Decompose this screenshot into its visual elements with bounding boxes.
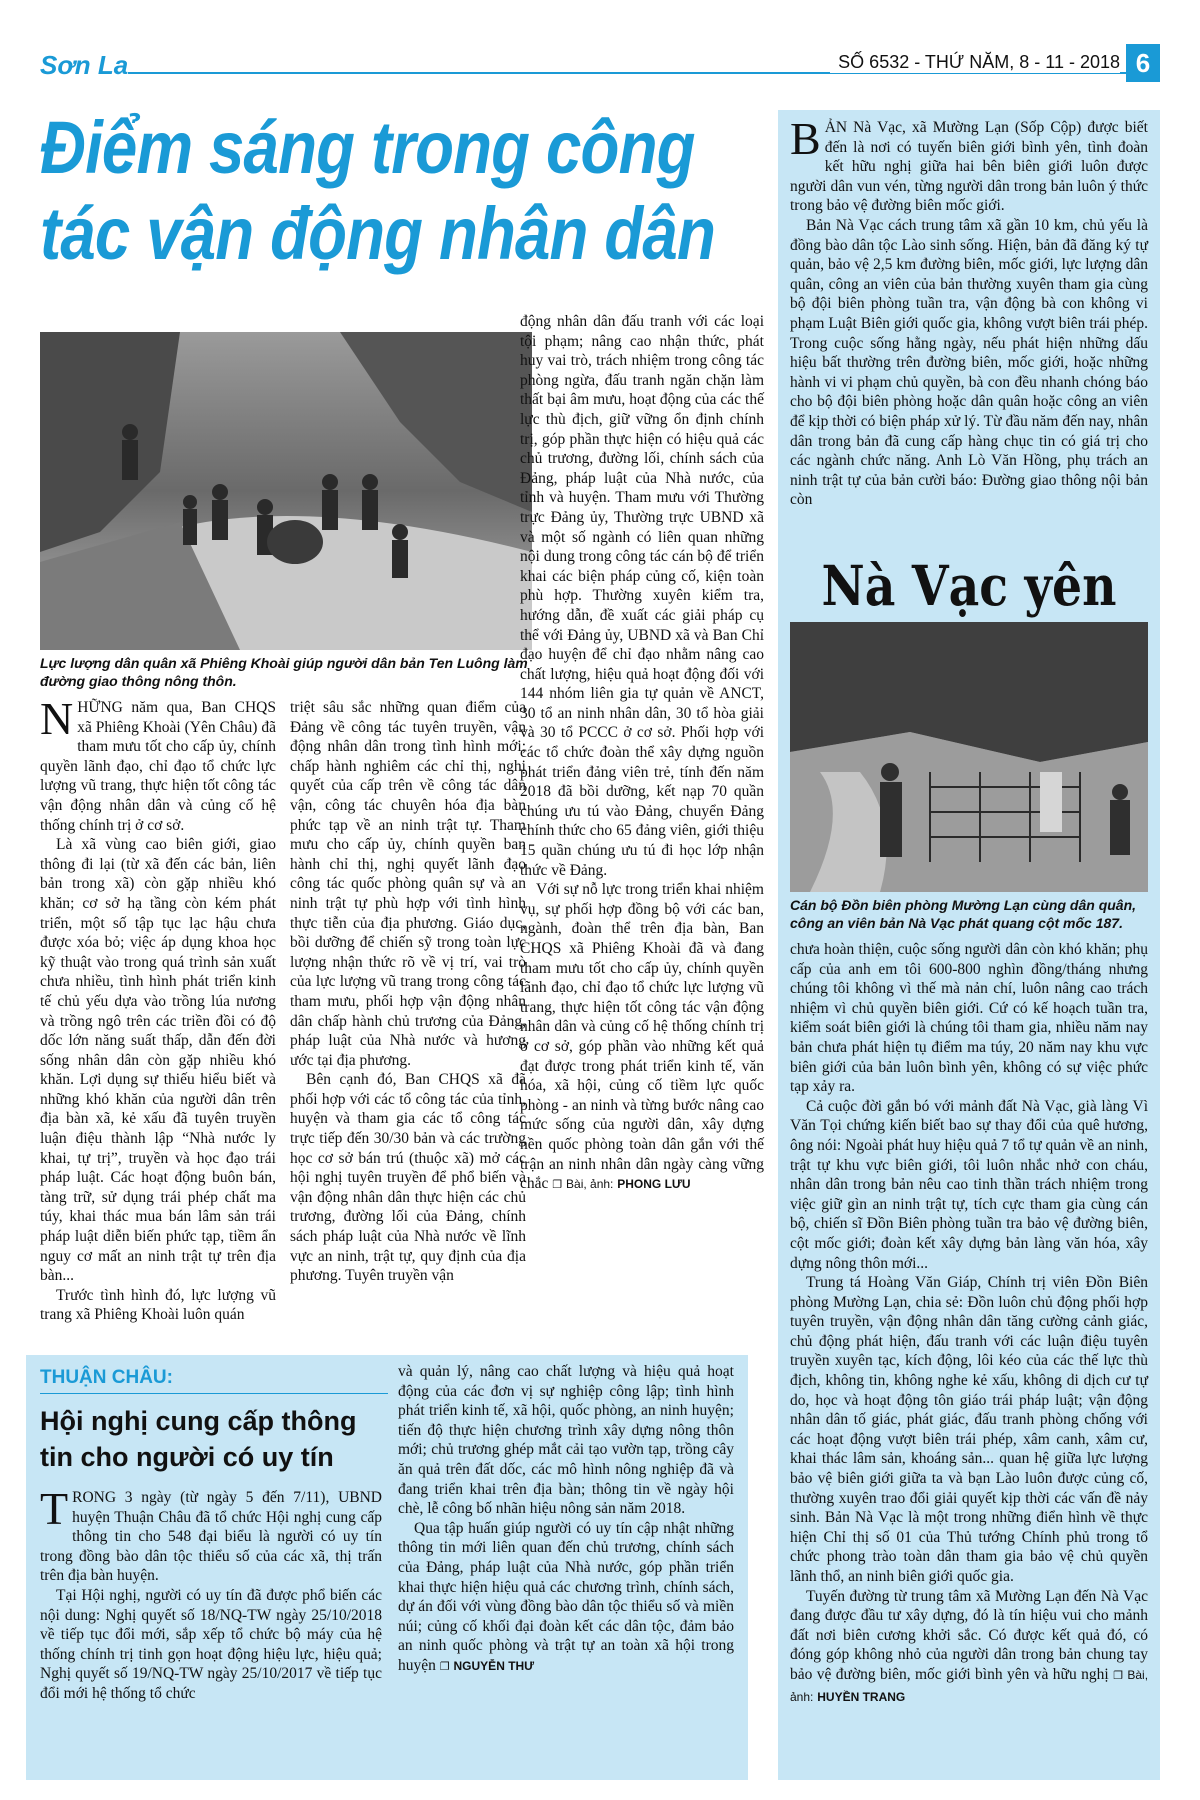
main-paragraph: triệt sâu sắc những quan điểm của Đảng về công tác tuyên truyền, vận động nhân dân trong tình hình mới; chấp hành nghiêm các chỉ thị, nghị quyết của cấp trên về công tác dân vận, công tác chuyên hóa địa bàn phức tạp về an ninh trật tự. Tham mưu cho cấp ủy, chính quyền ban hành chỉ thị, nghị quyết lãnh đạo công tác quốc phòng quân sự và an ninh trật tự phù hợp với tình hình thực tiễn của địa phương. Giáo dục, bồi dưỡng để chiến sỹ trong toàn lực lượng nhận thức rõ về vị trí, vai trò của lực lượng vũ trang trong công tác tham mưu, phối hợp vận động nhân dân chấp hành chủ trương của Đảng, pháp luật của Nhà nước và hương ước tại địa phương. xyxy=(290,699,526,1069)
side-paragraph: Trung tá Hoàng Văn Giáp, Chính trị viên Đồn Biên phòng Mường Lạn, chia sẻ: Đồn luôn chủ động phối hợp tuyên truyền, vận động nhân dân tăng cường cảnh giác, chủ động phát hiện, đấu tranh với các luận điệu tuyên truyền xuyên tạc, kích động, lôi kéo của các thế lực thù địch, không tin, không nghe kẻ xấu, không di dịch cư tự do, học và hoạt động tôn giáo trái pháp luật; vận động nhân dân tố giác, phát giác, đấu tranh phòng chống với các hoạt động vượt biên trái phép, xâm canh, xâm cư, khai thác lâm sản, khoáng sản... quan hệ giữa lực lượng bảo vệ biên giới giữa ta và bạn Lào luôn được củng cố, thường xuyên trao đổi giải quyết kịp thời các vấn đề nảy sinh. Bản Nà Vạc là một trong những điển hình về thực hiện Chỉ thị số 01 của Thủ tướng Chính phủ trong tổ chức phong trào toàn dân tham gia bảo vệ chủ quyền lãnh thổ, an ninh biên giới quốc gia. xyxy=(790,1274,1148,1585)
side-dropcap: B xyxy=(790,113,821,164)
bottom-paragraph: RONG 3 ngày (từ ngày 5 đến 7/11), UBND huyện Thuận Châu đã tổ chức Hội nghị cung cấp thông tin cho 548 đại biểu là người có uy tín trong đồng bào dân tộc thiểu số của các xã, thị trấn trên địa bàn huyện. xyxy=(40,1489,382,1585)
main-paragraph: động nhân dân đấu tranh với các loại tội phạm; nâng cao nhận thức, phát huy vai trò, trách nhiệm trong công tác phòng ngừa, đấu tranh ngăn chặn làm thất bại âm mưu, hoạt động của các thế lực thù địch, giữ vững ổn định chính trị, góp phần thực hiện có hiệu quả các chủ trương, đường lối, chính sách của Đảng, pháp luật của Nhà nước, của tỉnh và huyện. Tham mưu với Thường trực Đảng ủy, Thường trực UBND xã và một số ngành có liên quan những nội dung trong công tác cán bộ để triển khai các biện pháp củng cố, kiện toàn phù hợp. Thường xuyên kiểm tra, hướng dẫn, đề xuất các giải pháp cụ thể với Đảng ủy, UBND xã và Ban Chỉ đạo huyện để chỉ đạo nhằm nâng cao chất lượng, hiệu quả hoạt động đối với 144 nhóm liên gia tự quản về ANCT, 30 tổ an ninh nhân dân, 30 tổ hòa giải và 30 tổ PCCC ở cơ sở. Phối hợp với các tổ chức đoàn thể xây dựng nguồn phát triển đảng viên trẻ, tính đến năm 2018 đã bồi dưỡng, kết nạp 70 quần chúng ưu tú vào Đảng, chuyển Đảng chính thức cho 65 đảng viên, giới thiệu 15 quần chúng ưu tú đi học lớp nhận thức về Đảng. xyxy=(520,313,764,879)
end-mark-icon: ❐ xyxy=(1113,1669,1123,1682)
side-paragraph: chưa hoàn thiện, cuộc sống người dân còn khó khăn; phụ cấp của anh em tôi 600-800 nghìn đồng/tháng nhưng chúng tôi không vì thế mà nản chí, luôn nâng cao trách nhiệm vì chủ quyền biên giới. Cứ có kế hoạch tuần tra, kiểm soát biên giới là chúng tôi tham gia, nhiều năm nay bản chưa phát hiện tụ điểm ma túy, 20 năm nay khu vực biên giới của bản luôn bình yên, không có sự việc phức tạp xảy ra. xyxy=(790,941,1148,1096)
side-article-intro xyxy=(790,113,1148,543)
main-article-column-3 xyxy=(520,312,764,1342)
issue-info: SỐ 6532 - THỨ NĂM, 8 - 11 - 2018 xyxy=(830,52,1120,73)
main-article-column-2 xyxy=(290,698,526,1328)
end-mark-icon: ❐ xyxy=(439,1660,450,1673)
side-article-photo xyxy=(790,622,1148,892)
main-byline-label: Bài, ảnh: xyxy=(566,1177,614,1192)
main-article-photo xyxy=(40,332,532,650)
main-dropcap: N xyxy=(40,693,74,744)
bottom-article-title: Hội nghị cung cấp thông tin cho người có uy tín xyxy=(40,1406,357,1472)
bottom-dropcap: T xyxy=(40,1483,69,1534)
main-paragraph: Với sự nỗ lực trong triển khai nhiệm vụ, sự phối hợp đồng bộ với các ban, ngành, đoàn thể trên địa bàn, Ban CHQS xã Phiêng Khoài đã và đang tham mưu tốt cho cấp ủy, chính quyền lãnh đạo, chỉ đạo tổ chức lực lượng vũ trang, thực hiện tốt công tác vận động nhân dân và củng cố hệ thống chính trị ở cơ sở, góp phần vào những kết quả đạt được trong phát triển kinh tế, văn hóa, xã hội, củng cố tiềm lực quốc phòng - an ninh và từng bước nâng cao mức sống của người dân, xây dựng nền quốc phòng toàn dân gắn với thế trận an ninh nhân dân ngày càng vững chắc xyxy=(520,881,764,1193)
bottom-byline-name: NGUYỄN THƯ xyxy=(453,1658,535,1673)
main-paragraph: Bên cạnh đó, Ban CHQS xã đã phối hợp với các tổ công tác của tỉnh, huyện và tham gia các tổ công tác trực tiếp đến 30/30 bản và các trường học cơ sở bán trú (thuộc xã) mở các hội nghị tuyên truyền để phổ biến và vận động nhân dân thực hiện các chủ trương, đường lối của Đảng, chính sách pháp luật của Nhà nước về lĩnh vực an ninh, trật tự, quy định của địa phương. Tuyên truyền vận xyxy=(290,1071,526,1285)
side-article-title: Nà Vạc yên xyxy=(821,553,1117,618)
bottom-article-kicker: THUẬN CHÂU: xyxy=(40,1367,173,1388)
bottom-paragraph: Tại Hội nghị, người có uy tín đã được phổ biến các nội dung: Nghị quyết số 18/NQ-TW ngày 25/10/2018 về tiếp tục đổi mới, sắp xếp tổ chức bộ máy của hệ thống chính trị tinh gọn hoạt động hiệu lực, hiệu quả; Nghị quyết số 19/NQ-TW ngày 25/10/2017 về tiếp tục đổi mới hệ thống tổ chức xyxy=(40,1586,382,1702)
page-header xyxy=(40,50,1160,86)
end-mark-icon: ❐ xyxy=(552,1179,563,1192)
bottom-paragraph: và quản lý, nâng cao chất lượng và hiệu quả hoạt động của các đơn vị sự nghiệp công lập; tình hình phát triển kinh tế, xã hội, quốc phòng, an ninh huyện; tiến độ thực hiện chương trình xây dựng nông thôn mới; chủ trương ghép mắt cải tạo vườn tạp, trồng cây ăn quả trên đất dốc, các mô hình nông nghiệp đã và đang triển khai trên địa bàn; thông tin về ngày hội chè, lễ công bố nhãn hiệu nông sản năm 2018. xyxy=(398,1363,734,1518)
bottom-article-column-1 xyxy=(40,1483,382,1778)
main-paragraph: Trước tình hình đó, lực lượng vũ trang xã Phiêng Khoài luôn quán xyxy=(40,1286,276,1324)
side-paragraph: Cả cuộc đời gắn bó với mảnh đất Nà Vạc, già làng Vì Văn Tọi chứng kiến biết bao sự thay đổi của quê hương, ông nói: Ngoài phát huy hiệu quả 7 tổ tự quản về an ninh, trật tự khu vực biên giới, tôi luôn nhắc nhở con cháu, nhân dân trong bản nêu cao tinh thần trách nhiệm trong việc giữ gìn an ninh trật tự, tích cực tham gia cùng cán bộ, chiến sĩ Đồn Biên phòng tuần tra bảo vệ đường biên, cột mốc giới; đoàn kết xây dựng bản làng văn hóa, xây dựng nông thôn mới... xyxy=(790,1097,1148,1272)
side-paragraph: Tuyến đường từ trung tâm xã Mường Lạn đến Nà Vạc đang được đầu tư xây dựng, đó là tín hiệu vui cho mảnh đất nơi biên cương khởi sắc. Có được kết quả đó, có đóng góp không nhỏ của người dân trong bản chung tay bảo vệ đường biên, mốc giới bình yên và hữu nghị xyxy=(790,1587,1148,1683)
side-article-body xyxy=(790,940,1148,1770)
side-photo-caption: Cán bộ Đồn biên phòng Mường Lạn cùng dân quân, công an viên bản Nà Vạc phát quang cột mốc 187. xyxy=(790,897,1137,931)
bottom-paragraph: Qua tập huấn giúp người có uy tín cập nhật những thông tin mới liên quan đến chủ trương, chính sách của Đảng, pháp luật của Nhà nước, góp phần triển khai thực hiện hiệu quả các chương trình, chính sách, dự án đối với vùng đồng bào dân tộc thiểu số và miền núi; củng cố khối đại đoàn kết các dân tộc, đảm bảo an ninh quốc phòng và trật tự an toàn xã hội trong huyện xyxy=(398,1519,734,1674)
side-byline-name: HUYỀN TRANG xyxy=(817,1689,906,1704)
main-paragraph: HỮNG năm qua, Ban CHQS xã Phiêng Khoài (Yên Châu) đã tham mưu tốt cho cấp ủy, chính quyền lãnh đạo, chỉ đạo tổ chức lực lượng vũ trang, thực hiện tốt công tác vận động nhân dân và củng cố hệ thống chính trị ở cơ sở. xyxy=(40,699,276,834)
main-paragraph: Là xã vùng cao biên giới, giao thông đi lại (từ xã đến các bản, liên bản trong xã) còn gặp nhiều khó khăn; cơ sở hạ tầng còn kém phát triển, một số tập tục lạc hậu chưa được xóa bỏ; việc áp dụng khoa học kỹ thuật vào trong quá trình sản xuất chưa nhiều, tình hình phát triển kinh tế chủ yếu dựa vào trồng lúa nương và trồng ngô trên các triền đồi có độ dốc lớn năng suất thấp, dẫn đến đời sống nhân dân còn gặp nhiều khó khăn. Lợi dụng sự thiếu hiểu biết và những khó khăn của người dân trên địa bàn xã, kẻ xấu đã tuyên truyền luận điệu thành lập “Nhà nước ly khai, tự trị”, truyền và học đạo trái pháp luật. Các hoạt động buôn bán, tàng trữ, sử dụng trái phép chất ma túy, khai thác mua bán lâm sản trái pháp luật diễn biến phức tạp, tiềm ẩn nguy cơ mất an ninh trật tự trên địa bàn... xyxy=(40,836,276,1285)
side-paragraph: Bản Nà Vạc cách trung tâm xã gần 10 km, chủ yếu là đồng bào dân tộc Lào sinh sống. Hiện, bản đã đăng ký tự quản, bảo vệ 2,5 km đường biên, mốc giới, lực lượng dân quân, công an viên của bản thường xuyên tham gia cùng bộ đội biên phòng tuần tra, vận động bà con không vi phạm Luật Biên giới quốc gia, không vượt biên trái phép. Trong cuộc sống hằng ngày, nếu phát hiện những dấu hiệu bất thường trên đường biên, mốc giới, hoặc những hành vi vi phạm chủ quyền, bà con đều nhanh chóng báo cho bộ đội biên phòng hoặc dân quân hoặc công an viên để kịp thời có biện pháp xử lý. Từ đầu năm đến nay, nhân dân trong bản đã cung cấp hàng chục tin có giá trị cho các ngành chức năng. Anh Lò Văn Hồng, phụ trách an ninh trật tự của bản cười báo: Đường giao thông nội bản còn xyxy=(790,216,1148,509)
main-byline-name: PHONG LƯU xyxy=(617,1177,691,1192)
side-paragraph: ẢN Nà Vạc, xã Mường Lạn (Sốp Cộp) được biết đến là nơi có tuyến biên giới bình yên, tình đoàn kết hữu nghị giữa hai bên biên giới luôn được người dân vun vén, từng người dân trong bản luôn ý thức trong bảo vệ đường biên mốc giới. xyxy=(790,119,1148,215)
main-article-column-1 xyxy=(40,693,276,1328)
section-name: Sơn La xyxy=(40,50,129,80)
main-photo-caption: Lực lượng dân quân xã Phiêng Khoài giúp người dân bản Ten Luông làm đường giao thông nông thôn. xyxy=(40,655,528,689)
bottom-article-column-2 xyxy=(398,1362,734,1777)
page-number: 6 xyxy=(1126,44,1160,82)
main-headline: Điểm sáng trong công tác vận động nhân dân xyxy=(40,106,715,275)
kicker-rule xyxy=(40,1393,388,1394)
side-byline-label: Bài, ảnh: xyxy=(790,1667,1149,1704)
